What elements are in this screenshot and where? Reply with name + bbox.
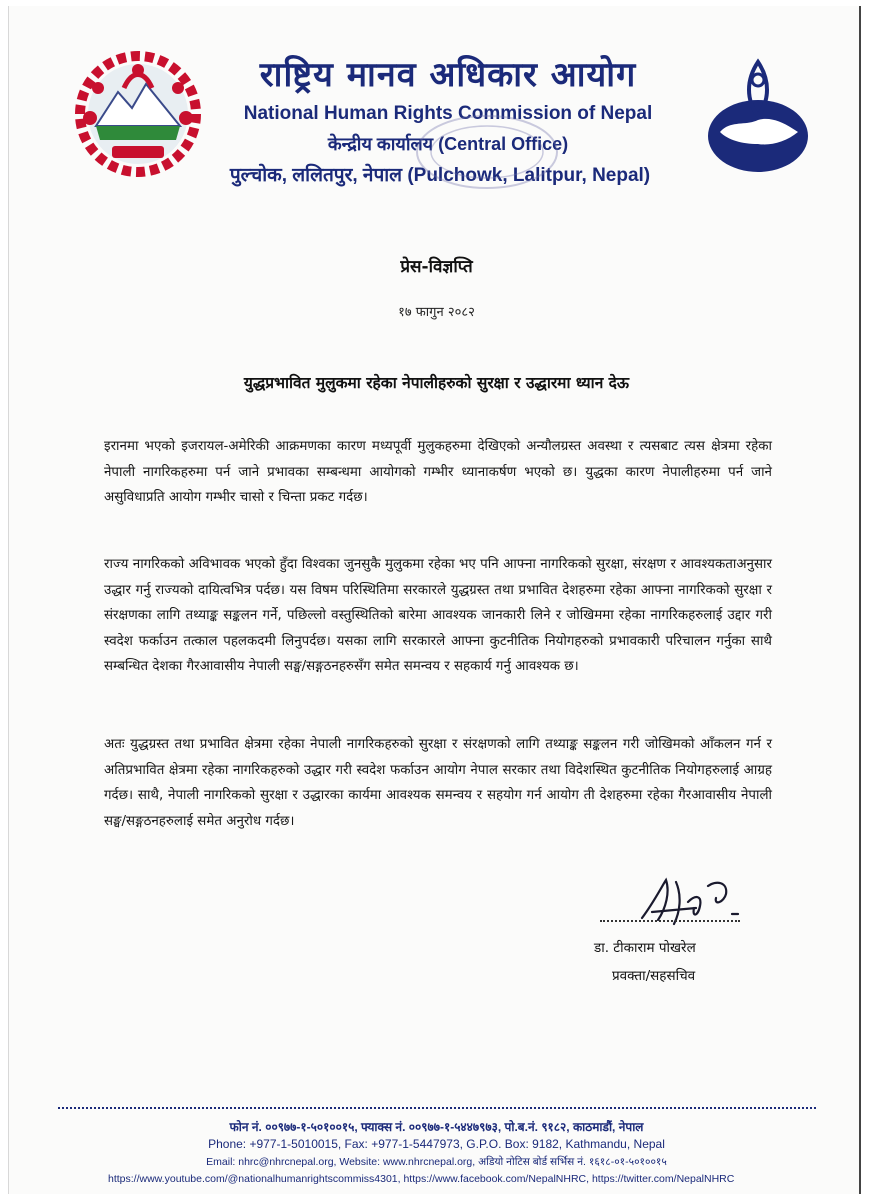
body-paragraph: राज्य नागरिकको अविभावक भएको हुँदा विश्वका जुनसुकै मुलुकमा रहेका भए पनि आफ्ना नागरिकको सुरक्षा, संरक्षण र आवश्यकताअनुसार उद्धार गर्नु राज्यको दायित्वभित्र पर्दछ। यस विषम परिस्थितिमा सरकारले युद्धग्रस्त तथा प्रभावित देशहरुमा रहेका आफ्ना नागरिकको सुरक्षा र संरक्षणका लागि तथ्याङ्क सङ्कलन गर्ने, पछिल्लो वस्तुस्थितिको बारेमा आवश्यक जानकारी लिने र जोखिममा रहेका नागरिकहरुलाई उद्दार गरी स्वदेश फर्काउन तत्काल पहलकदमी लिनुपर्दछ। यसका लागि सरकारले आफ्ना कुटनीतिक नियोगहरुको प्रभावकारी परिचालन गर्नुका साथै सम्बन्धित देशका गैरआवासीय नेपाली सङ्घ/सङ्गठनहरुसँग समेत समन्वय र सहकार्य गर्नु आवश्यक छ।: [104, 557, 772, 674]
body-paragraph: इरानमा भएको इजरायल-अमेरिकी आक्रमणका कारण मध्यपूर्वी मुलुकहरुमा देखिएको अन्यौलग्रस्त अवस्था र त्यसबाट त्यस क्षेत्रमा रहेका नेपाली नागरिकहरुमा पर्न जाने प्रभावका सम्बन्धमा आयोगको गम्भीर ध्यानाकर्षण भएको छ। युद्धका कारण नेपालीहरुमा पर्न जाने असुविधाप्रति आयोग गम्भीर चासो र चिन्ता प्रकट गर्दछ।: [104, 439, 772, 505]
signature-line: [600, 920, 740, 922]
footer-contact-email: Email: nhrc@nhrcnepal.org, Website: www.nhrcnepal.org, अडियो नोटिस बोर्ड सर्भिस नं. १६१८-०१-५०१००१५: [206, 1156, 667, 1168]
body-paragraph: अतः युद्धग्रस्त तथा प्रभावित क्षेत्रमा रहेका नेपाली नागरिकहरुको सुरक्षा र संरक्षणको लागि तथ्याङ्क सङ्कलन गरी जोखिमको आँकलन गर्न र अतिप्रभावित क्षेत्रमा रहेका नागरिकहरुको उद्धार गरी स्वदेश फर्काउन आयोग नेपाल सरकार तथा विदेशस्थित कुटनीतिक नियोगहरुलाई आग्रह गर्दछ। साथै, नेपाली नागरिकको सुरक्षा र उद्धारका कार्यमा आवश्यक समन्वय र सहयोग गर्न आयोग ती देशहरुमा रहेका गैरआवासीय नेपाली सङ्घ/सङ्गठनहरुलाई समेत अनुरोध गर्दछ।: [104, 737, 772, 829]
letterhead-title-english: National Human Rights Commission of Nepal: [243, 103, 653, 124]
letterhead-office: केन्द्रीय कार्यालय (Central Office): [327, 134, 569, 154]
footer-divider: [58, 1107, 816, 1109]
press-release-title: प्रेस-विज्ञप्ति: [400, 257, 473, 277]
press-release-headline: युद्धप्रभावित मुलुकमा रहेका नेपालीहरुको सुरक्षा र उद्धारमा ध्यान देऊ: [243, 374, 630, 392]
signatory-name: डा. टीकाराम पोखरेल: [594, 940, 696, 956]
letterhead-address: पुल्चोक, ललितपुर, नेपाल (Pulchowk, Lalitpur, Nepal): [229, 165, 651, 186]
nepal-emblem-icon: [72, 48, 204, 178]
footer-social-links: https://www.youtube.com/@nationalhumanrightscommiss4301, https://www.facebook.com/NepalNHRC, https://twitter.com/NepalNHRC: [108, 1173, 735, 1185]
letterhead-title-nepali: राष्ट्रिय मानव अधिकार आयोग: [259, 55, 637, 95]
footer-contact-nepali: फोन नं. ००९७७-१-५०१००१५, फ्याक्स नं. ००९७७-१-५४४७९७३, पो.ब.नं. ९१८२, काठमाडौं, नेपाल: [229, 1120, 644, 1134]
office-seal-stamp: [412, 112, 562, 192]
press-release-date: १७ फागुन २०८२: [398, 305, 475, 320]
signatory-title: प्रवक्ता/सहसचिव: [612, 968, 696, 984]
footer-contact-phone: Phone: +977-1-5010015, Fax: +977-1-5447973, G.P.O. Box: 9182, Kathmandu, Nepal: [208, 1137, 665, 1151]
nhrc-logo-icon: [706, 50, 810, 175]
